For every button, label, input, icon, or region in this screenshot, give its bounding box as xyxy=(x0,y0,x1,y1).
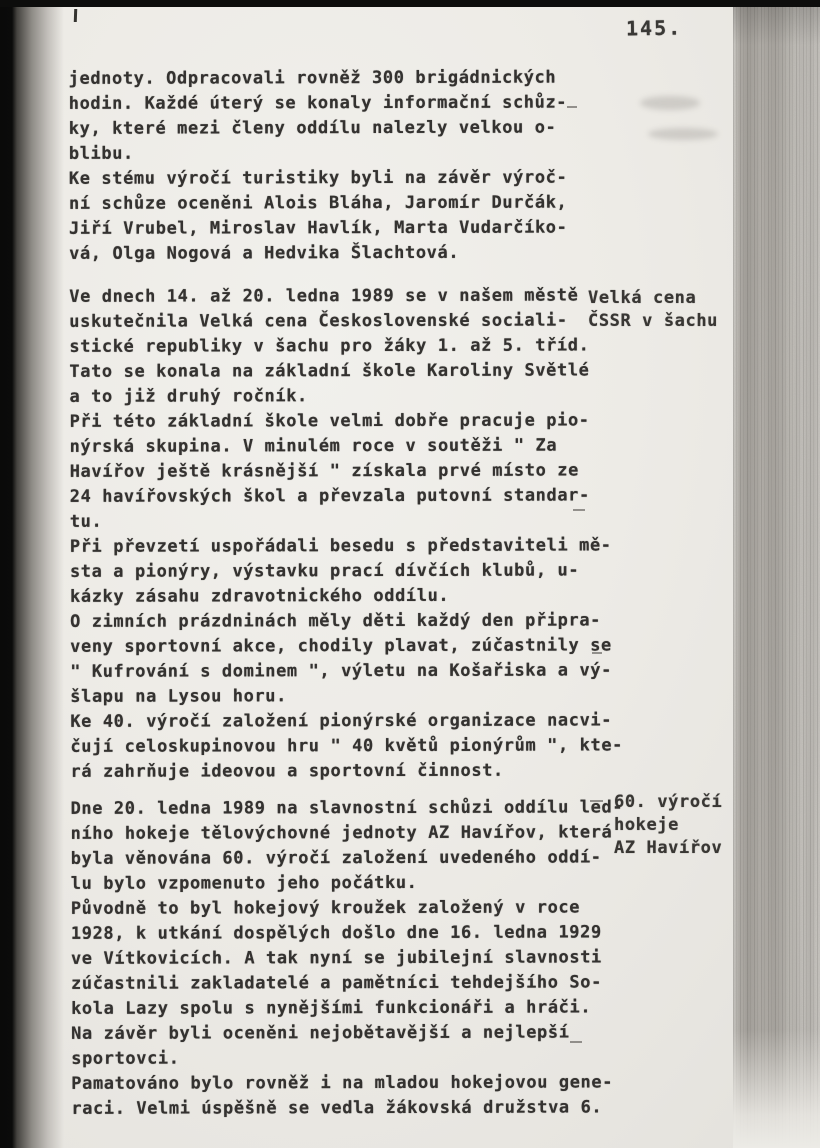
text-line: jednoty. Odpracovali rovněž 300 brigádnických xyxy=(68,67,557,89)
text-line: ČSSR v šachu xyxy=(588,311,719,331)
text-line: sportovci. xyxy=(71,1048,180,1069)
text-line: stické republiky v šachu pro žáky 1. až 5. tříd. xyxy=(69,335,590,357)
text-line: AZ Havířov xyxy=(614,838,723,858)
text-line: hodin. Každé úterý se konaly informační schůz- xyxy=(68,92,568,114)
text-line: 24 havířovských škol a převzala putovní standar- xyxy=(69,485,590,507)
main-text-block xyxy=(69,65,712,1122)
text-line: Na závěr byli oceněni nejobětavější a nejlepší xyxy=(71,1022,570,1044)
paragraph-gap xyxy=(69,265,709,285)
text-line: Při této základní škole velmi dobře pracuje pio- xyxy=(69,410,590,432)
paragraph-chess-grand-prix xyxy=(69,283,710,785)
text-line: Dne 20. ledna 1989 na slavnostní schůzi oddílu led- xyxy=(70,797,624,819)
stray-mark xyxy=(74,9,77,22)
text-line: Velká cena xyxy=(588,288,697,308)
scan-top-edge xyxy=(0,0,820,7)
text-line: Jiří Vrubel, Miroslav Havlík, Marta Vudarčíko- xyxy=(69,217,568,239)
text-line: čují celoskupinovou hru " 40 květů pionýrům ", kte- xyxy=(70,735,624,757)
text-line: vá, Olga Nogová a Hedvika Šlachtová. xyxy=(69,242,460,264)
text-line: ve Vítkovicích. A tak nyní se jubilejní slavnosti xyxy=(70,947,602,969)
text-line: Ve dnech 14. až 20. ledna 1989 se v našem městě xyxy=(69,285,579,307)
text-line: lu bylo vzpomenuto jeho počátku. xyxy=(70,872,418,894)
page-number: 145. xyxy=(625,15,683,41)
text-line: kola Lazy spolu s nynějšími funkcionáři a hráči. xyxy=(71,997,592,1019)
text-line: byla věnována 60. výročí založení uvedeného oddí- xyxy=(70,847,602,869)
text-line: Pamatováno bylo rovněž i na mladou hokejovou gene- xyxy=(71,1072,614,1094)
binding-texture xyxy=(733,0,820,1148)
text-line: Havířov ještě krásnější " získala prvé místo ze xyxy=(69,460,579,482)
text-line: 60. výročí xyxy=(614,792,723,812)
text-line: kázky zásahu zdravotnického oddílu. xyxy=(69,585,450,607)
text-line: 1928, k utkání dospělých došlo dne 16. ledna 1929 xyxy=(70,922,602,944)
text-line: uskutečnila Velká cena Československé sociali- xyxy=(69,310,568,332)
margin-note-hockey xyxy=(614,791,722,860)
text-line: sta a pionýry, výstavku prací dívčích klubů, u- xyxy=(69,560,580,582)
text-line: a to již druhý ročník. xyxy=(69,386,308,407)
text-line: O zimních prázdninách měly děti každý den připra- xyxy=(70,610,602,632)
text-line: ního hokeje tělovýchovné jednoty AZ Havířov, která xyxy=(70,822,613,844)
text-line: Ke stému výročí turistiky byli na závěr výroč- xyxy=(68,167,568,189)
text-line: Ke 40. výročí založení pionýrské organizace nacvi- xyxy=(70,710,613,732)
text-line: Původně to byl hokejový kroužek založený v roce xyxy=(70,897,581,919)
text-line: zúčastnili zakladatelé a pamětníci tehdejšího So- xyxy=(70,972,602,994)
book-binding-edge xyxy=(733,0,820,1148)
margin-note-chess xyxy=(588,287,718,333)
scan-left-edge xyxy=(0,0,64,1148)
text-line: raci. Velmi úspěšně se vedla žákovská družstva 6. xyxy=(71,1097,603,1119)
text-line: šlapu na Lysou horu. xyxy=(70,686,287,707)
paragraph-turistika xyxy=(69,65,710,267)
text-line: rá zahrňuje ideovou a sportovní činnost. xyxy=(70,760,504,782)
text-line: hokeje xyxy=(614,815,680,835)
text-line: tu. xyxy=(69,511,103,532)
text-line: veny sportovní akce, chodily plavat, zúčastnily se xyxy=(70,635,612,657)
text-line: Při převzetí uspořádali besedu s představiteli mě- xyxy=(69,535,612,557)
text-line: Tato se konala na základní škole Karoliny Světlé xyxy=(69,360,590,382)
text-line: ní schůze oceněni Alois Bláha, Jaromír Durčák, xyxy=(68,192,568,214)
text-line: blibu. xyxy=(68,143,134,164)
text-line: ky, které mezi členy oddílu nalezly velkou o- xyxy=(68,117,557,139)
text-line: nýrská skupina. V minulém roce v soutěži " Za xyxy=(69,435,558,457)
text-line: " Kufrování s dominem ", výletu na Košařiska a vý- xyxy=(70,660,612,682)
